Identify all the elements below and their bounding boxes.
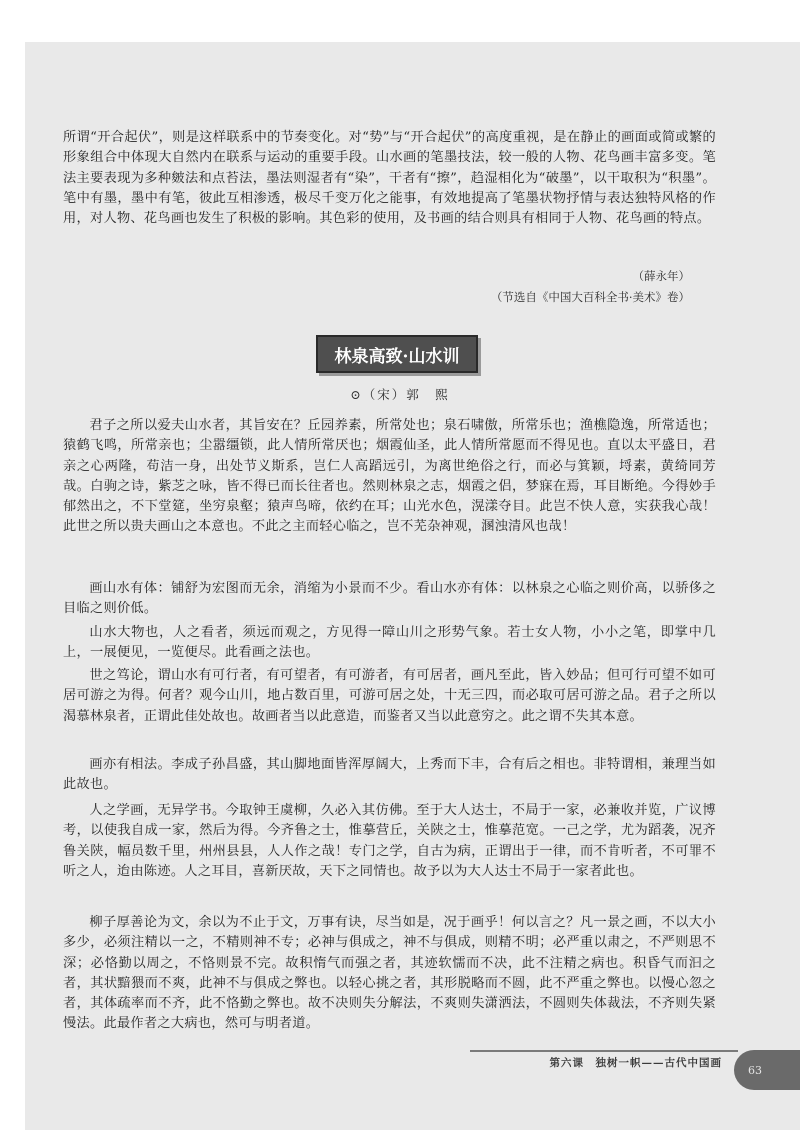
article-paragraph-5: 画亦有相法。李成子孙昌盛，其山脚地面皆浑厚阔大，上秀而下丰，合有后之相也。非特谓相，兼理当如此故也。 [63,757,716,793]
article-paragraph-7: 柳子厚善论为文，余以为不止于文，万事有诀，尽当如是，况于画乎！何以言之？凡一景之画，不以大小多少，必须注精以一之，不精则神不专；必神与俱成之，神不与俱成，则精不明；必严重以肃之，不严则思不深；必恪勤以周之，不恪则景不完。故积惰气而强之者，其迹软懦而不决，此不注精之病也。积昏气而汩之者，其状黯猥而不爽，此神不与俱成之弊也。以轻心挑之者，其形脱略而不圆，此不严重之弊也。以慢心忽之者，其体疏率而不齐，此不恪勤之弊也。故不决则失分解法，不爽则失潇洒法，不圆则失体裁法，不齐则失紧慢法。此最作者之大病也，然可与明者道。 [63,915,716,1032]
intro-paragraph: 所谓“开合起伏”，则是这样联系中的节奏变化。对“势”与“开合起伏”的高度重视，是在静止的画面或简或繁的形象组合中体现大自然内在联系与运动的重要手段。山水画的笔墨技法，较一般的人物、花鸟画丰富多变。笔法主要表现为多种皴法和点苔法，墨法则湿者有“染”，干者有“擦”，趋湿相化为“破墨”，以干取积为“积墨”。笔中有墨，墨中有笔，彼此互相渗透，极尽千变万化之能事，有效地提高了笔墨状物抒情与表达独特风格的作用，对人物、花鸟画也发生了积极的影响。其色彩的使用，及书画的结合则具有相同于人物、花鸟画的特点。 [63,130,716,227]
article-paragraph-4: 世之笃论，谓山水有可行者，有可望者，有可游者，有可居者，画凡至此，皆入妙品；但可行可望不如可居可游之为得。何者？观今山川，地占数百里，可游可居之处，十无三四，而必取可居可游之品。君子之所以渴慕林泉者，正谓此佳处故也。故画者当以此意造，而鉴者又当以此意穷之。此之谓不失其本意。 [63,668,716,724]
article-paragraph-6: 人之学画，无异学书。今取钟王虞柳，久必入其仿佛。至于大人达士，不局于一家，必兼收并览，广议博考，以使我自成一家，然后为得。今齐鲁之士，惟摹营丘，关陕之士，惟摹范宽。一己之学，尤为蹈袭，况齐鲁关陕，幅员数千里，州州县县，人人作之哉！专门之学，自古为病，正谓出于一律，而不肯听者，不可罪不听之人，迨由陈迹。人之耳目，喜新厌故，天下之同情也。故予以为大人达士不局于一家者此也。 [63,803,716,879]
article-byline: ⊙（宋）郭 熙 [350,387,450,402]
article-paragraph-3: 山水大物也，人之看者，须远而观之，方见得一障山川之形势气象。若士女人物，小小之笔，即掌中几上，一展便见，一览便尽。此看画之法也。 [63,625,716,661]
footer-lesson-title: 第六课 独树一帜——古代中国画 [549,1057,722,1069]
intro-source: （节选自《中国大百科全书·美术》卷） [490,290,690,304]
page-number: 63 [748,1063,762,1077]
intro-author: （薛永年） [632,269,690,283]
footer-divider [470,1050,738,1052]
article-paragraph-2: 画山水有体：铺舒为宏图而无余，消缩为小景而不少。看山水亦有体：以林泉之心临之则价高，以骄侈之目临之则价低。 [63,581,716,617]
article-paragraph-1: 君子之所以爱夫山水者，其旨安在？丘园养素，所常处也；泉石啸傲，所常乐也；渔樵隐逸，所常适也；猿鹤飞鸣，所常亲也；尘嚣缰锁，此人情所常厌也；烟霞仙圣，此人情所常愿而不得见也。直以太平盛日，君亲之心两隆，苟洁一身，出处节义斯系，岂仁人高蹈远引，为离世绝俗之行，而必与箕颖，埒素，黄绮同芳哉。白驹之诗，紫芝之咏，皆不得已而长往者也。然则林泉之志，烟霞之侣，梦寐在焉，耳目断绝。今得妙手郁然出之，不下堂筵，坐穷泉壑；猿声鸟啼，依约在耳；山光水色，滉漾夺目。此岂不快人意，实获我心哉！此世之所以贵夫画山之本意也。不此之主而轻心临之，岂不芜杂神观，溷浊清风也哉！ [63,418,716,535]
page-number-tab [734,1050,800,1090]
article-title: 林泉高致·山水训 [316,335,478,373]
